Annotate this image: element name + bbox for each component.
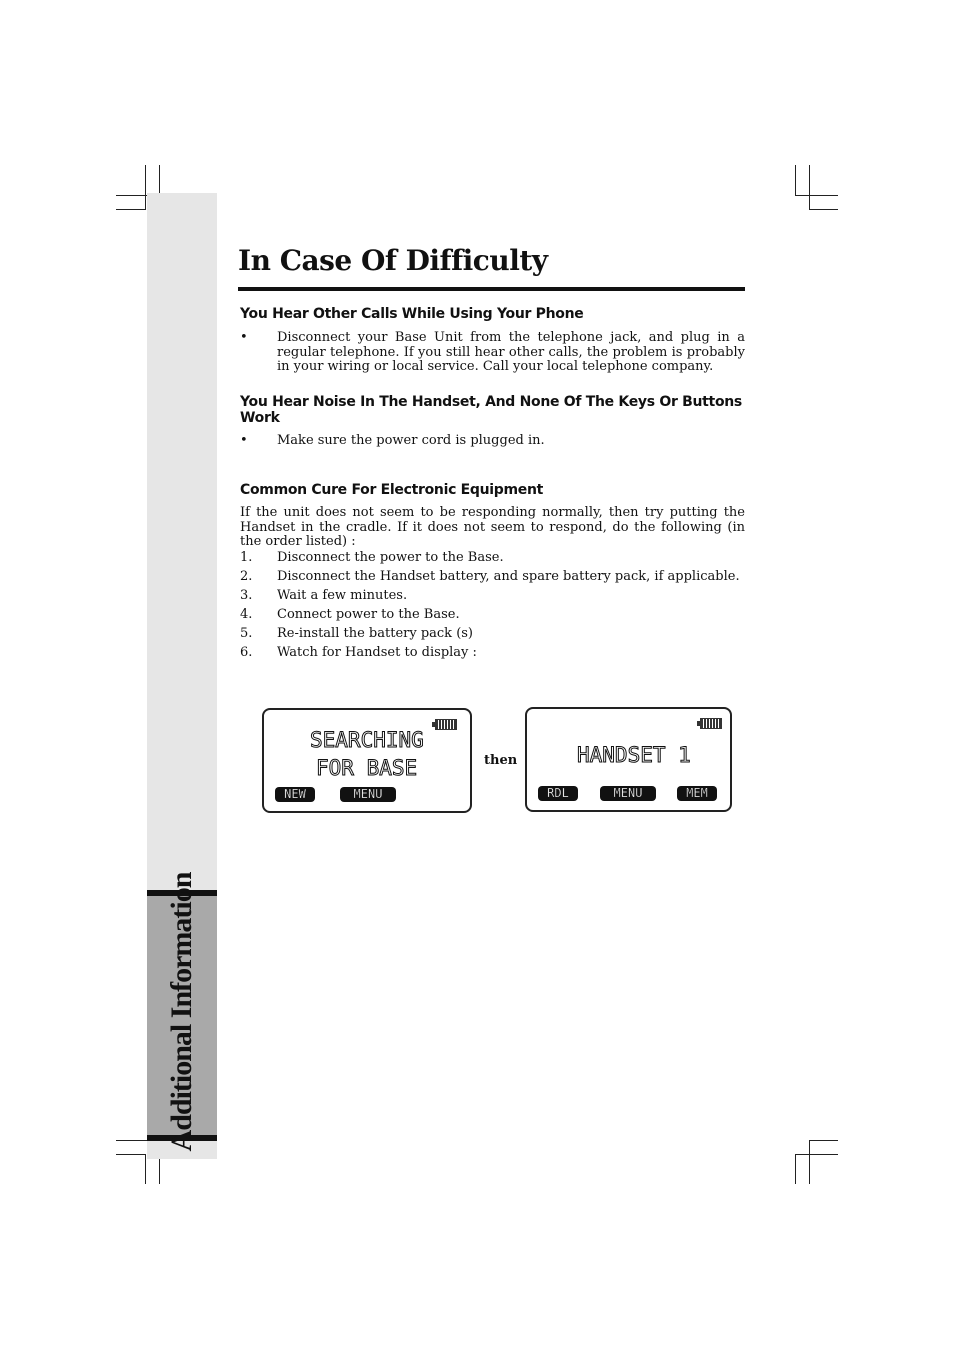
title-rule bbox=[238, 287, 745, 291]
step-text: Disconnect the power to the Base. bbox=[277, 550, 504, 565]
handset-display-searching bbox=[262, 708, 472, 813]
bullet-text: Disconnect your Base Unit from the telephone jack, and plug in a regular telephone. If you still hear other calls, the problem is probably in your wiring or local service. Call your local telephone company. bbox=[277, 330, 745, 374]
step-number: 3. bbox=[240, 588, 253, 603]
list-item bbox=[240, 331, 745, 375]
crop-mark bbox=[795, 165, 796, 195]
softkey-mem: MEM bbox=[677, 786, 717, 801]
section-heading-common-cure: Common Cure For Electronic Equipment bbox=[240, 482, 544, 498]
bullet-text: Make sure the power cord is plugged in. bbox=[277, 433, 545, 448]
crop-mark bbox=[145, 165, 146, 210]
crop-mark bbox=[159, 165, 160, 195]
display-line-1: HANDSET 1 bbox=[577, 743, 691, 767]
crop-mark bbox=[116, 209, 146, 210]
battery-tip-icon bbox=[432, 722, 435, 727]
list-item bbox=[240, 626, 745, 641]
step-number: 1. bbox=[240, 550, 253, 565]
softkey-menu: MENU bbox=[600, 786, 656, 801]
section-heading-noise: You Hear Noise In The Handset, And None Of The Keys Or Buttons Work bbox=[240, 394, 742, 426]
crop-mark bbox=[145, 1154, 146, 1184]
page-title: In Case Of Difficulty bbox=[238, 244, 548, 277]
intro-paragraph: If the unit does not seem to be responding normally, then try putting the Handset in the cradle. If it does not seem to respond, do the following (in the order listed) : bbox=[240, 505, 745, 549]
step-text: Connect power to the Base. bbox=[277, 607, 460, 622]
list-item bbox=[240, 550, 745, 565]
crop-mark bbox=[809, 209, 838, 210]
crop-mark bbox=[809, 1140, 838, 1141]
step-number: 6. bbox=[240, 645, 253, 660]
crop-mark bbox=[809, 1140, 810, 1184]
display-line-2: FOR BASE bbox=[316, 756, 418, 780]
bullet-mark: • bbox=[240, 433, 248, 448]
then-label: then bbox=[484, 753, 518, 768]
handset-display-handset-1 bbox=[525, 707, 732, 812]
side-tab-label: Additional Information bbox=[165, 872, 198, 1152]
softkey-new: NEW bbox=[275, 787, 315, 802]
list-item bbox=[240, 569, 745, 584]
step-text: Watch for Handset to display : bbox=[277, 645, 477, 660]
step-number: 2. bbox=[240, 569, 253, 584]
display-line-1: SEARCHING bbox=[310, 728, 424, 752]
battery-tip-icon bbox=[697, 721, 700, 726]
crop-mark bbox=[116, 1154, 146, 1155]
battery-icon bbox=[435, 719, 457, 730]
crop-mark bbox=[795, 1154, 838, 1155]
list-item bbox=[240, 434, 745, 449]
list-item bbox=[240, 607, 745, 622]
softkey-rdl: RDL bbox=[538, 786, 578, 801]
step-text: Wait a few minutes. bbox=[277, 588, 408, 603]
section-heading-other-calls: You Hear Other Calls While Using Your Phone bbox=[240, 306, 584, 322]
step-text: Disconnect the Handset battery, and spare battery pack, if applicable. bbox=[277, 569, 740, 584]
list-item bbox=[240, 588, 745, 603]
step-text: Re-install the battery pack (s) bbox=[277, 626, 474, 641]
list-item bbox=[240, 645, 745, 660]
bullet-mark: • bbox=[240, 330, 248, 345]
step-number: 5. bbox=[240, 626, 253, 641]
crop-mark bbox=[795, 195, 838, 196]
crop-mark bbox=[809, 165, 810, 210]
crop-mark bbox=[795, 1154, 796, 1184]
softkey-menu: MENU bbox=[340, 787, 396, 802]
step-number: 4. bbox=[240, 607, 253, 622]
battery-icon bbox=[700, 718, 722, 729]
